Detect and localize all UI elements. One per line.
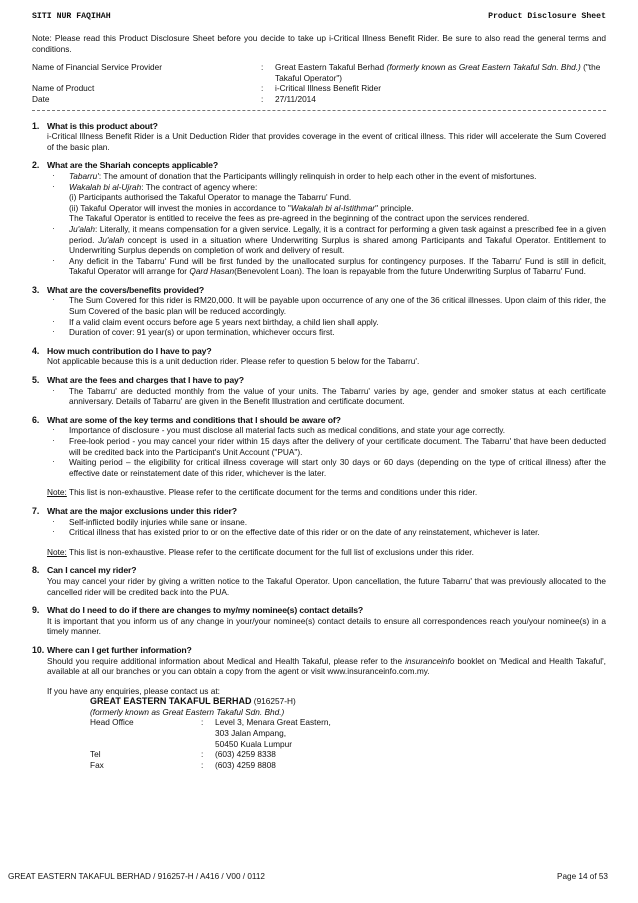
- office-label: Head Office: [90, 717, 134, 728]
- note-label: Note:: [47, 487, 67, 498]
- section-title: What are the fees and charges that I have to pay?: [47, 375, 244, 386]
- wakalah-item-i: (i) Participants authorised the Takaful Operator to manage the Tabarru' Fund.: [69, 192, 352, 203]
- bullet-icon: ·: [52, 180, 55, 191]
- section-number: 4.: [32, 345, 40, 356]
- document-body: [32, 33, 606, 770]
- term-jualah: Ju'alah: [98, 234, 125, 245]
- term-wakalah: Wakalah bi al-Ujrah: [69, 181, 142, 192]
- company-number: (916257-H): [251, 696, 296, 707]
- footer-reference: GREAT EASTERN TAKAFUL BERHAD / 916257-H / A416 / V00 / 0112: [8, 872, 265, 881]
- section-number: 7.: [32, 505, 40, 516]
- body-text: booklet on 'Medical and Health Takaful', available at all our branches or you can obtain a copy from the agent or visit www.insuranceinfo.com.my.: [47, 655, 606, 677]
- bullet-child-lien: [32, 317, 606, 328]
- bullet-text: The Tabarru' are deducted monthly from the value of your units. The Tabarru' varies by age, gender and smoker status at each certificate anniversary. Details of Tabarru' are given in the Benefit Illustration and certificate document.: [69, 385, 606, 407]
- term-insuranceinfo: insuranceinfo: [405, 655, 455, 666]
- provider-name: Great Eastern Takaful Berhad: [275, 62, 387, 73]
- company-name: GREAT EASTERN TAKAFUL BERHAD: [90, 696, 252, 707]
- section-number: 8.: [32, 565, 40, 576]
- page-number: Page 14 of 53: [557, 872, 608, 881]
- meta-product-row: [32, 83, 606, 94]
- intro-note: Note: Please read this Product Disclosure Sheet before you decide to take up i-Critical Illness Benefit Rider. Be sure to also read the general terms and conditions.: [32, 33, 606, 54]
- section-number: 2.: [32, 160, 40, 171]
- meta-colon: :: [261, 93, 264, 104]
- section-number: 5.: [32, 375, 40, 386]
- bullet-disclosure: [32, 425, 606, 436]
- bullet-text: Duration of cover: 91 year(s) or upon termination, whichever occurs first.: [69, 327, 335, 338]
- bullet-icon: ·: [52, 526, 55, 537]
- address-line: 50450 Kuala Lumpur: [215, 738, 293, 749]
- header-author: SITI NUR FAQIHAH: [32, 12, 111, 21]
- bullet-free-look: [32, 436, 606, 457]
- section-title: Where can I get further information?: [47, 644, 192, 655]
- section-3: [32, 285, 606, 338]
- term-qard-hasan: Qard Hasan: [189, 266, 235, 277]
- section-body: It is important that you inform us of any change in your/your nominee(s) contact details to ensure all correspondences reach you/your nominee(s) in a timely manner.: [47, 615, 606, 637]
- company-formerly-text: (formerly known as Great Eastern Takaful Sdn. Bhd.): [90, 706, 285, 717]
- section-title: What do I need to do if there are changes to my/my nominee(s) contact details?: [47, 605, 364, 616]
- contact-office-row: [47, 717, 606, 749]
- separator-rule: [32, 110, 606, 111]
- company-formerly: [47, 707, 606, 718]
- header-doc-title: Product Disclosure Sheet: [488, 12, 606, 21]
- bullet-wakalah: [32, 182, 606, 193]
- section-1: [32, 121, 606, 153]
- section-title: How much contribution do I have to pay?: [47, 345, 212, 356]
- office-address: [215, 717, 606, 749]
- section-body: Not applicable because this is a unit deduction rider. Please refer to question 5 below for the Tabarru'.: [47, 356, 420, 367]
- fax-label: Fax: [90, 759, 104, 770]
- note-text: This list is non-exhaustive. Please refer to the certificate document for the terms and conditions under this rider.: [66, 487, 478, 498]
- meta-provider-row: [32, 62, 606, 83]
- bullet-icon: ·: [52, 326, 55, 337]
- section-title: What are the covers/benefits provided?: [47, 284, 204, 295]
- bullet-text: (Benevolent Loan). The loan is repayable from the future Underwriting Surplus of Tabarru' Fund.: [234, 266, 586, 277]
- meta-provider-label: Name of Financial Service Provider: [32, 62, 163, 73]
- note-label: Note:: [47, 546, 67, 557]
- section-8: [32, 565, 606, 597]
- section-title: What are some of the key terms and conditions that I should be aware of?: [47, 414, 341, 425]
- meta-product-label: Name of Product: [32, 83, 95, 94]
- provider-formerly: (formerly known as Great Eastern Takaful Sdn. Bhd.): [386, 62, 581, 73]
- bullet-text: : The contract of agency where:: [141, 181, 258, 192]
- bullet-icon: ·: [52, 294, 55, 305]
- body-text: Should you require additional information about Medical and Health Takaful, please refer to the: [47, 655, 406, 666]
- item-text: " principle.: [375, 202, 414, 213]
- term-jualah: Ju'alah: [69, 223, 96, 234]
- bullet-text: If a valid claim event occurs before age 5 years next birthday, a child lien shall apply.: [69, 316, 379, 327]
- bullet-text: Importance of disclosure - you must disclose all material facts such as medical conditions, and state your age correctly.: [69, 425, 506, 436]
- bullet-text: : The amount of donation that the Participants willingly relinquish in order to help each other in the event of misfortunes.: [98, 170, 537, 181]
- section-7: [32, 506, 606, 557]
- section-number: 9.: [32, 605, 40, 616]
- section-note: [47, 547, 606, 558]
- contact-colon: :: [201, 717, 204, 728]
- section-title: What are the major exclusions under this rider?: [47, 505, 237, 516]
- bullet-icon: ·: [52, 169, 55, 180]
- bullet-text: : Literally, it means compensation for a given service. Legally, it is a contract for performing a given task against a prescribed fee in a given period.: [69, 223, 606, 245]
- page-header: [32, 12, 606, 24]
- company-line: [47, 696, 606, 707]
- section-9: [32, 605, 606, 637]
- term-tabarru: Tabarru': [69, 170, 99, 181]
- section-title: Can I cancel my rider?: [47, 565, 137, 576]
- bullet-icon: ·: [52, 456, 55, 467]
- section-number: 1.: [32, 120, 40, 131]
- section-title: What is this product about?: [47, 120, 158, 131]
- tel-value: (603) 4259 8338: [215, 749, 276, 760]
- bullet-sum-covered: [32, 295, 606, 316]
- bullet-duration: [32, 327, 606, 338]
- section-body: You may cancel your rider by giving a written notice to the Takaful Operator. Upon cancellation, the future Tabarru' that was previously allocated to the cancelled rider will be credited back into the PUA.: [47, 575, 606, 597]
- bullet-icon: ·: [52, 435, 55, 445]
- note-text: This list is non-exhaustive. Please refer to the certificate document for the full list of exclusions under this rider.: [66, 546, 474, 557]
- bullet-deficit: [32, 256, 606, 277]
- bullet-text: The Sum Covered for this rider is RM20,000. It will be payable upon occurrence of any one of the 36 critical illnesses. Upon claim of this rider, the Sum Covered of the basic plan will be reduced accordingly.: [69, 295, 606, 317]
- section-number: 6.: [32, 414, 40, 425]
- bullet-pre-existing: [32, 527, 606, 538]
- wakalah-fees: The Takaful Operator is entitled to receive the fees as pre-agreed in the beginning of the contract upon the services rendered.: [69, 213, 530, 224]
- bullet-text: Waiting period – the eligibility for critical illness coverage will start only 30 days or 60 days (depending on the type of critical illness) after the effective date or reinstatement date of this rider, whichever is the later.: [69, 457, 606, 478]
- provider-alias: ("the Takaful Operator"): [275, 62, 601, 83]
- bullet-text: Self-inflicted bodily injuries while sane or insane.: [69, 516, 248, 527]
- wakalah-item-ii: [32, 203, 606, 214]
- section-2: [32, 160, 606, 277]
- section-4: [32, 346, 606, 367]
- fax-value: (603) 4259 8808: [215, 759, 276, 770]
- bullet-icon: ·: [52, 222, 55, 233]
- meta-date-row: [32, 94, 606, 105]
- contact-fax-row: [47, 760, 606, 771]
- contact-tel-row: [47, 749, 606, 760]
- section-5: [32, 375, 606, 407]
- bullet-icon: ·: [52, 315, 55, 326]
- item-text: (ii) Takaful Operator will invest the monies in accordance to ": [69, 202, 291, 213]
- meta-provider-value: [275, 62, 606, 83]
- section-body: [47, 656, 606, 677]
- term-istithmar: Wakalah bi al-Istithmar: [290, 202, 376, 213]
- product-meta: [32, 62, 606, 104]
- bullet-tabarru: [32, 171, 606, 182]
- bullet-icon: ·: [52, 254, 55, 265]
- section-body: i-Critical Illness Benefit Rider is a Unit Deduction Rider that provides coverage in the event of critical illness. This rider will accelerate the Sum Covered of the basic plan.: [47, 131, 606, 152]
- bullet-icon: ·: [52, 384, 55, 395]
- bullet-tabarru-deduction: [32, 386, 606, 407]
- bullet-text: concept is used in a situation where Underwriting Surplus is shared among Participants and Takaful Operator. Entitlement to Underwriting Surplus depends on completion of work and delivery of result.: [69, 234, 606, 256]
- contact-colon: :: [201, 759, 204, 770]
- bullet-icon: ·: [52, 515, 55, 526]
- tel-label: Tel: [90, 749, 101, 760]
- bullet-text: Critical illness that has existed prior to or on the effective date of this rider or on the date of any reinstatement, whichever is later.: [69, 527, 540, 538]
- address-line: Level 3, Menara Great Eastern,: [215, 717, 331, 728]
- section-number: 10.: [32, 644, 45, 655]
- section-10: [32, 645, 606, 677]
- bullet-self-inflicted: [32, 517, 606, 528]
- address-line: 303 Jalan Ampang,: [215, 728, 287, 739]
- meta-product-value: i-Critical Illness Benefit Rider: [275, 83, 382, 94]
- meta-colon: :: [261, 62, 264, 73]
- meta-colon: :: [261, 83, 264, 94]
- meta-date-value: 27/11/2014: [275, 93, 316, 104]
- meta-date-label: Date: [32, 93, 50, 104]
- contact-lead: If you have any enquiries, please contact us at:: [47, 685, 220, 696]
- bullet-text: Free-look period - you may cancel your rider within 15 days after the delivery of your certificate document. The Tabarru' that have been deducted will be credited back into the Participant's Unit Account ("PUA").: [69, 436, 606, 457]
- section-number: 3.: [32, 284, 40, 295]
- section-title: What are the Shariah concepts applicable?: [47, 160, 219, 171]
- section-6: [32, 415, 606, 498]
- section-note: [47, 487, 606, 498]
- contact-block: [32, 686, 606, 771]
- contact-colon: :: [201, 749, 204, 760]
- bullet-icon: ·: [52, 424, 55, 435]
- bullet-waiting-period: [32, 457, 606, 478]
- bullet-jualah: [32, 224, 606, 256]
- bullet-text: Any deficit in the Tabarru' Fund will be first funded by the unallocated surplus for contingency purposes. If the Tabarru' Fund is still in deficit, Takaful Operator will arrange for: [69, 255, 606, 277]
